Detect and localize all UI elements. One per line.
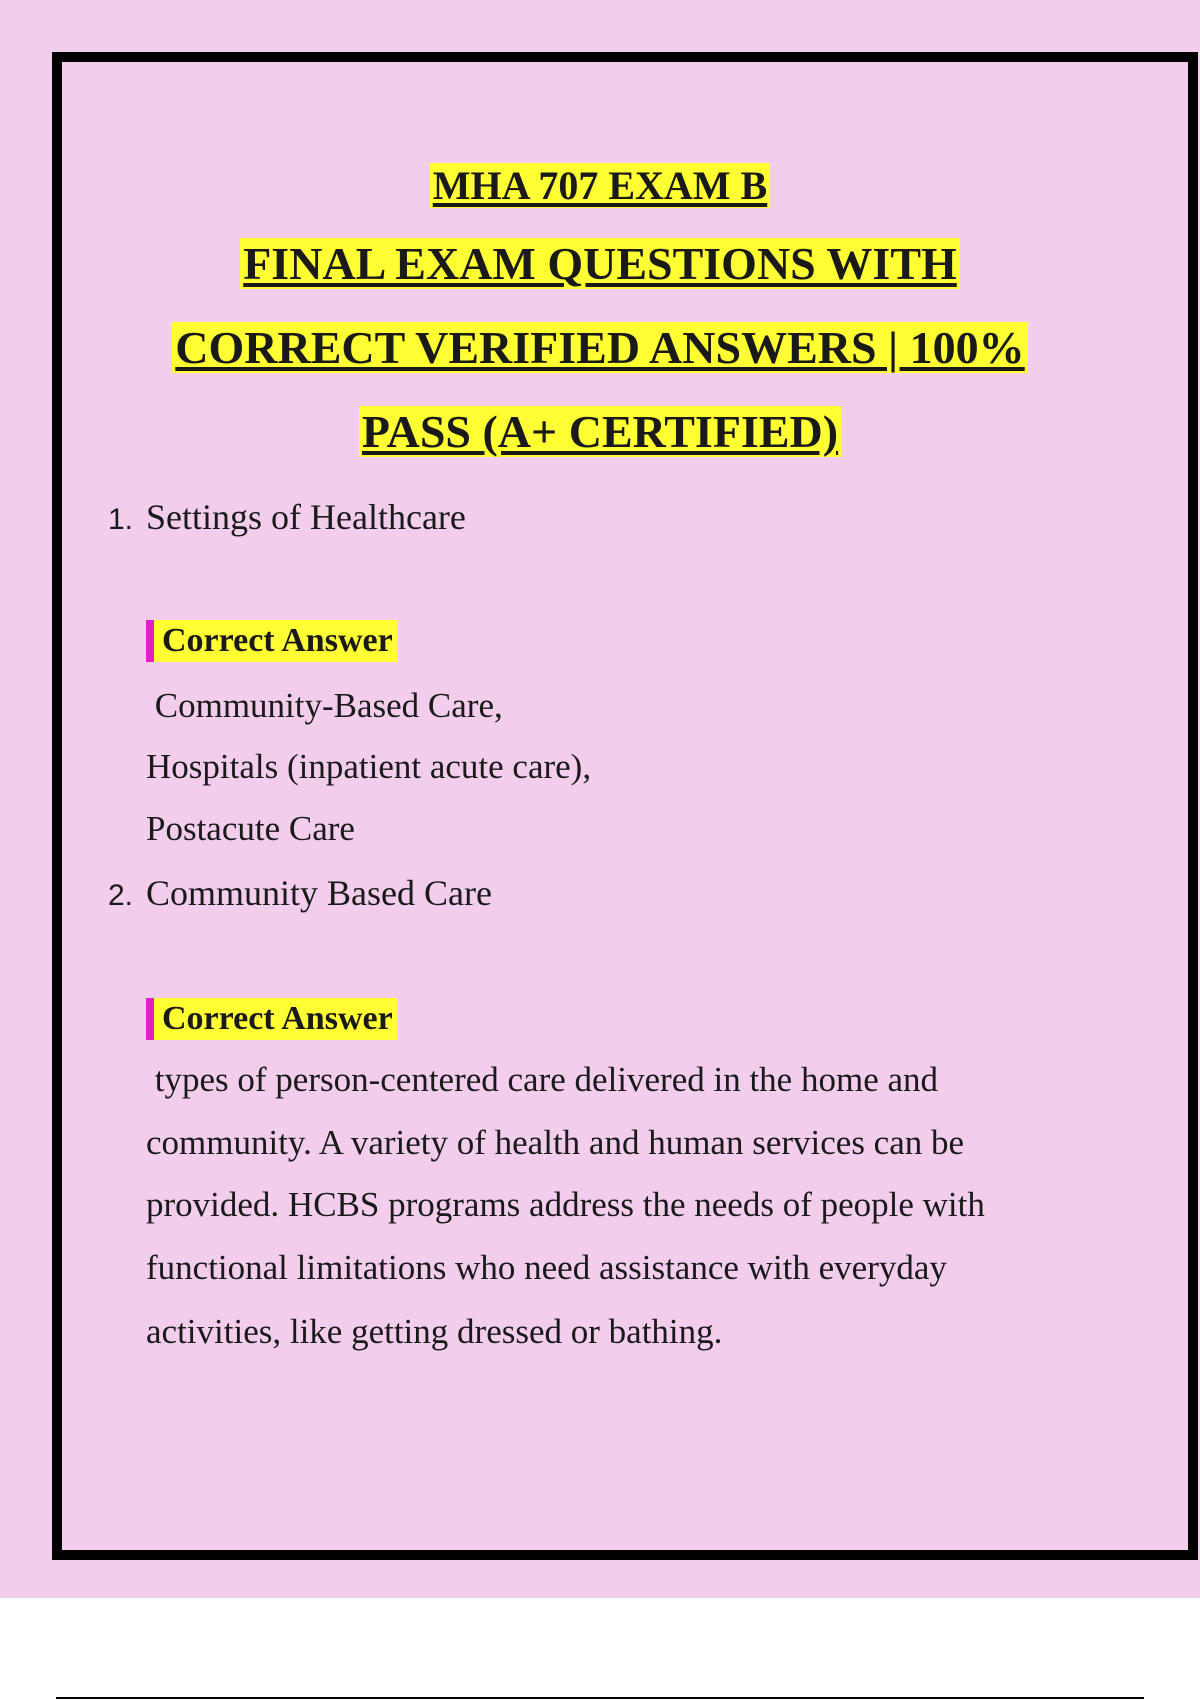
answer-line: Postacute Care bbox=[146, 809, 355, 848]
question-text: Settings of Healthcare bbox=[146, 497, 466, 537]
answer-line: activities, like getting dressed or bathing. bbox=[146, 1312, 723, 1351]
answer-line: functional limitations who need assistance with everyday bbox=[146, 1248, 947, 1287]
title-line-1: MHA 707 EXAM B bbox=[0, 150, 1200, 222]
answer-line: community. A variety of health and human services can be bbox=[146, 1123, 965, 1162]
question-number: 2. bbox=[108, 879, 134, 912]
answer-line: types of person-centered care delivered in the home and bbox=[146, 1060, 939, 1099]
question-1 bbox=[108, 496, 1068, 538]
question-2 bbox=[108, 872, 1068, 914]
question-text: Community Based Care bbox=[146, 873, 492, 913]
title-line-2: FINAL EXAM QUESTIONS WITH bbox=[0, 222, 1200, 306]
title-line-4: PASS (A+ CERTIFIED) bbox=[0, 390, 1200, 474]
document-title bbox=[0, 150, 1200, 474]
correct-answer-label: Correct Answer bbox=[146, 998, 397, 1040]
question-number: 1. bbox=[108, 503, 134, 536]
answer-line: Hospitals (inpatient acute care), bbox=[146, 747, 592, 786]
correct-answer-label: Correct Answer bbox=[146, 620, 397, 662]
title-line-3: CORRECT VERIFIED ANSWERS | 100% bbox=[0, 306, 1200, 390]
answer-line: Community-Based Care, bbox=[146, 686, 503, 725]
bottom-divider bbox=[56, 1697, 1144, 1699]
answer-line: provided. HCBS programs address the needs of people with bbox=[146, 1185, 985, 1224]
